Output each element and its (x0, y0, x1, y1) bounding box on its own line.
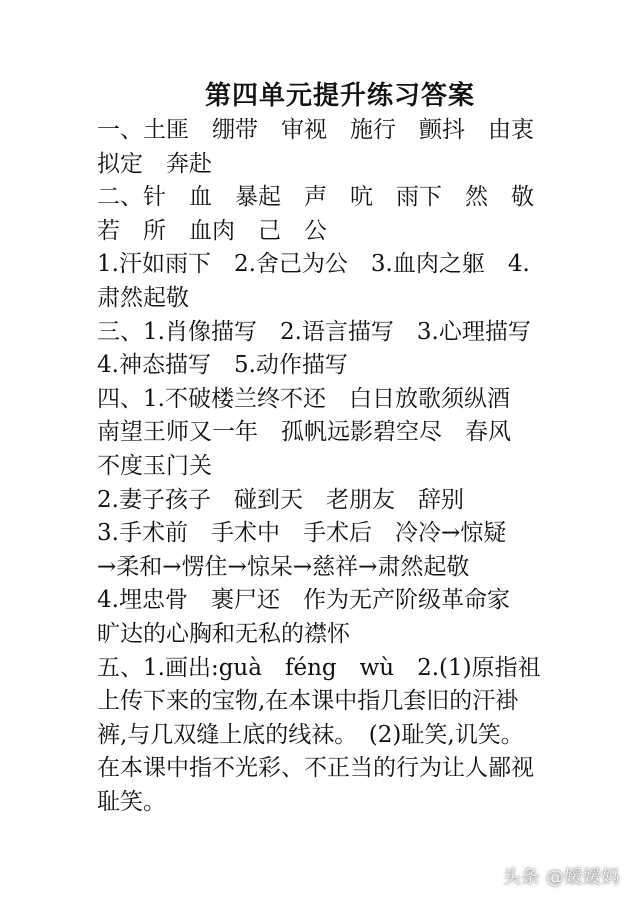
text-line: 4.神态描写 5.动作描写 (97, 352, 348, 379)
text-line: 上传下来的宝物,在本课中指几套旧的汗褂 (97, 688, 519, 715)
watermark: 头条 @嫒嫒妈 (502, 867, 620, 888)
text-line: 二、针 血 暴起 声 吭 雨下 然 敬 (97, 184, 534, 211)
answer-content (97, 114, 577, 819)
text-line: 在本课中指不光彩、不正当的行为让人鄙视 (97, 755, 534, 782)
text-line: 拟定 奔赴 (97, 150, 212, 177)
text-line: 若 所 血肉 己 公 (97, 217, 327, 244)
text-line: 2.妻子孩子 碰到天 老朋友 辞别 (97, 486, 464, 513)
text-line: 五、1.画出:guà féng wù 2.(1)原指祖 (97, 654, 541, 681)
document-title: 第四单元提升练习答案 (204, 81, 475, 111)
text-line: 肃然起敬 (97, 284, 189, 311)
text-line: 四、1.不破楼兰终不还 白日放歌须纵酒 (97, 385, 510, 412)
text-line: 1.汗如雨下 2.舍己为公 3.血肉之躯 4. (97, 251, 530, 278)
text-line: 耻笑。 (97, 788, 166, 815)
text-line: 不度玉门关 (97, 452, 212, 479)
text-line: 一、土匪 绷带 审视 施行 颤抖 由衷 (97, 117, 534, 143)
text-line: →柔和→愣住→惊呆→慈祥→肃然起敬 (97, 553, 470, 580)
text-line: 裤,与几双缝上底的线袜。 (2)耻笑,讥笑。 (97, 721, 524, 748)
text-line: 3.手术前 手术中 手术后 冷冷→惊疑 (97, 520, 507, 547)
text-line: 三、1.肖像描写 2.语言描写 3.心理描写 (97, 318, 531, 345)
text-line: 南望王师又一年 孤帆远影碧空尽 春风 (97, 419, 511, 446)
text-line: 4.埋忠骨 裹尸还 作为无产阶级革命家 (97, 587, 510, 614)
text-line: 旷达的心胸和无私的襟怀 (97, 620, 350, 647)
